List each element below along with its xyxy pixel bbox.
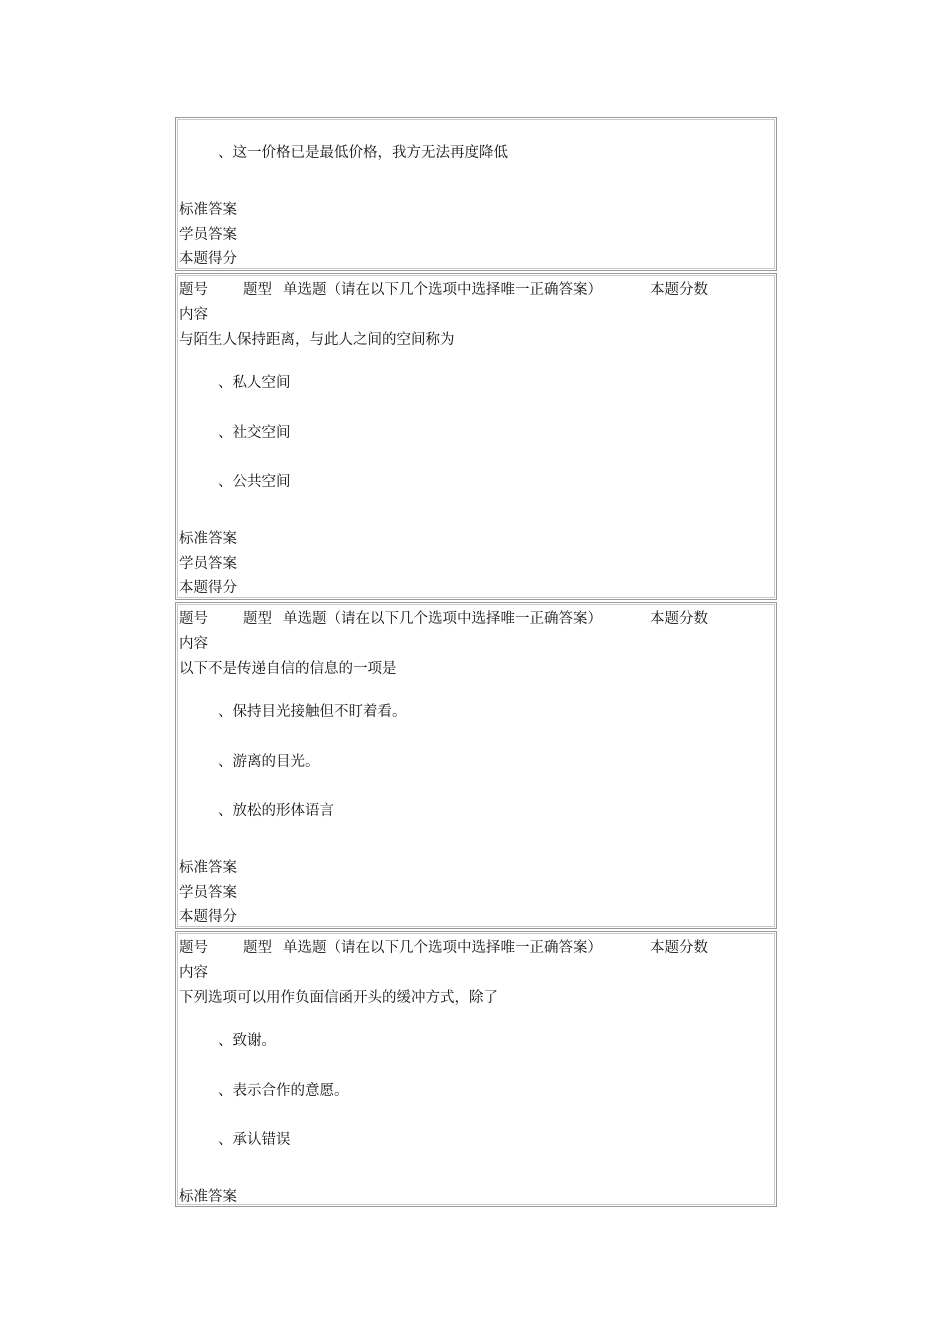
- question-stem: 下列选项可以用作负面信函开头的缓冲方式，除了: [179, 990, 498, 1006]
- content-label: 内容: [179, 965, 208, 981]
- option-c: 、公共空间: [218, 474, 291, 490]
- question-type-label: 题型: [243, 282, 272, 298]
- student-answer-label: 学员答案: [179, 556, 237, 572]
- question-type-value: 单选题（请在以下几个选项中选择唯一正确答案）: [283, 940, 602, 956]
- question-score-label: 本题得分: [179, 251, 237, 267]
- question-block-2: [175, 602, 777, 929]
- student-answer-label: 学员答案: [179, 885, 237, 901]
- question-type-label: 题型: [243, 611, 272, 627]
- question-score-label: 本题得分: [179, 580, 237, 596]
- standard-answer-label: 标准答案: [179, 860, 237, 876]
- option-a: 、这一价格已是最低价格，我方无法再度降低: [218, 145, 508, 161]
- question-sheet: [175, 117, 777, 1209]
- option-c: 、承认错误: [218, 1132, 291, 1148]
- question-block-1: [175, 273, 777, 600]
- option-b: 、表示合作的意愿。: [218, 1083, 349, 1099]
- question-number-label: 题号: [179, 611, 208, 627]
- question-block-3: [175, 931, 777, 1207]
- standard-answer-label: 标准答案: [179, 1189, 237, 1205]
- content-label: 内容: [179, 636, 208, 652]
- option-a: 、保持目光接触但不盯着看。: [218, 704, 407, 720]
- standard-answer-label: 标准答案: [179, 202, 237, 218]
- question-type-value: 单选题（请在以下几个选项中选择唯一正确答案）: [283, 611, 602, 627]
- option-b: 、社交空间: [218, 425, 291, 441]
- question-block-0: [175, 117, 777, 271]
- question-stem: 以下不是传递自信的信息的一项是: [179, 661, 397, 677]
- standard-answer-label: 标准答案: [179, 531, 237, 547]
- question-points-label: 本题分数: [650, 940, 708, 956]
- question-points-label: 本题分数: [650, 282, 708, 298]
- content-label: 内容: [179, 307, 208, 323]
- option-b: 、游离的目光。: [218, 754, 320, 770]
- option-a: 、私人空间: [218, 375, 291, 391]
- question-number-label: 题号: [179, 282, 208, 298]
- question-number-label: 题号: [179, 940, 208, 956]
- option-a: 、致谢。: [218, 1033, 276, 1049]
- question-points-label: 本题分数: [650, 611, 708, 627]
- student-answer-label: 学员答案: [179, 227, 237, 243]
- option-c: 、放松的形体语言: [218, 803, 334, 819]
- question-stem: 与陌生人保持距离，与此人之间的空间称为: [179, 332, 455, 348]
- question-type-value: 单选题（请在以下几个选项中选择唯一正确答案）: [283, 282, 602, 298]
- question-score-label: 本题得分: [179, 909, 237, 925]
- question-type-label: 题型: [243, 940, 272, 956]
